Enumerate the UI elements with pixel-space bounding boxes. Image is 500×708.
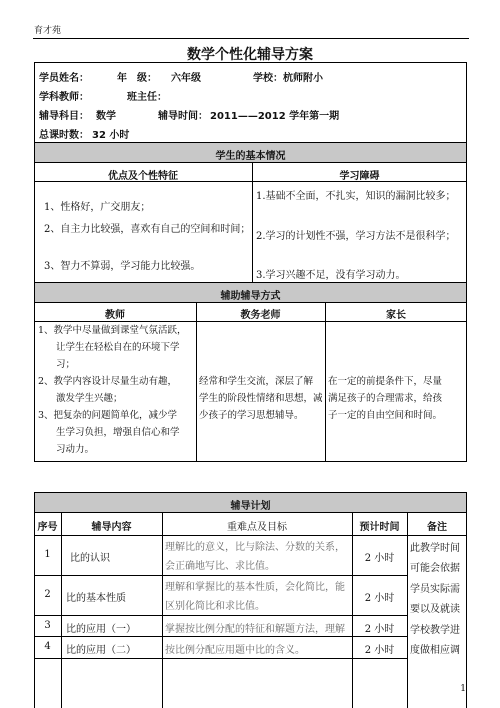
plan-row-time: 2 小时 — [364, 624, 395, 635]
tutoring-time-label: 辅导时间： — [158, 111, 208, 122]
head-teacher-label: 班主任： — [127, 92, 167, 103]
plan-remark-line: 学员实际需 — [410, 584, 460, 595]
divider — [352, 512, 353, 708]
plan-remark-line: 度做相应调 — [410, 645, 460, 656]
plan-header-no: 序号 — [37, 522, 58, 533]
office-method-line: 少孩子的学习思想辅导。 — [199, 410, 304, 421]
header-school: 育才苑 — [34, 26, 62, 36]
plan-header-time: 预计时间 — [359, 522, 400, 533]
strengths-header: 优点及个性特征 — [108, 171, 178, 182]
obstacle-item: 2.学习的计划性不强，学习方法不是很科学； — [256, 231, 456, 242]
divider — [252, 162, 253, 282]
divider — [61, 512, 62, 708]
teacher-label: 学科教师： — [39, 92, 89, 103]
plan-remark-line: 此教学时间 — [410, 543, 460, 554]
total-hours-label: 总课时数： — [39, 130, 89, 141]
plan-row-goal: 按比例分配应用题中比的含义。 — [165, 645, 305, 656]
parent-method-line: 子一定的自由空间和时间。 — [328, 410, 443, 421]
plan-row-content: 比的应用（二） — [66, 645, 136, 656]
teacher-method-line: 2、教学内容设计尽量生动有趣， — [38, 376, 178, 387]
plan-header-remark: 备注 — [427, 522, 447, 533]
plan-remark-line: 可能会依据 — [410, 563, 460, 574]
divider — [34, 512, 467, 513]
tutoring-time-value: 2011——2012 学年第一期 — [210, 111, 340, 122]
plan-remark-line: 学校教学进 — [410, 625, 460, 636]
plan-row-no: 3 — [44, 620, 51, 631]
divider — [34, 181, 467, 182]
plan-row-time: 2 小时 — [364, 645, 395, 656]
plan-heading: 辅导计划 — [230, 501, 271, 512]
plan-row-goal: 理解比的意义，比与除法、分数的关系， — [165, 542, 345, 553]
divider — [34, 535, 467, 536]
office-method-line: 学生的阶段性情绪和思想，减 — [199, 393, 323, 404]
obstacle-item: 3.学习兴趣不足，没有学习动力。 — [256, 270, 406, 281]
plan-row-content: 比的应用（一） — [66, 624, 136, 635]
plan-row-no: 1 — [44, 549, 51, 560]
subject-value: 数学 — [96, 111, 116, 122]
method-col-parent: 家长 — [386, 310, 406, 321]
subject-label: 辅导科目： — [39, 111, 89, 122]
obstacle-item: 1.基础不全面，不扎实，知识的漏洞比较多； — [256, 191, 456, 202]
plan-remark-line: 要以及就读 — [410, 604, 460, 615]
total-hours-value: 32 小时 — [92, 130, 130, 141]
header-divider — [33, 38, 469, 39]
plan-header-goal: 重难点及目标 — [227, 522, 287, 533]
plan-row-goal: 理解和掌握比的基本性质，会化简比，能 — [165, 582, 345, 593]
plan-row-content: 比的基本性质 — [66, 593, 126, 604]
plan-row-time: 2 小时 — [364, 593, 395, 604]
plan-row-goal: 会正确地写比、求比值。 — [165, 561, 275, 572]
plan-row-goal: 掌握按比例分配的特征和解题方法，理解 — [165, 624, 345, 635]
method-col-office: 教务老师 — [240, 310, 281, 321]
method-heading: 辅助辅导方式 — [220, 291, 281, 302]
parent-method-line: 在一定的前提条件下，尽量 — [328, 376, 443, 387]
plan-row-goal: 区别化简比和求比值。 — [165, 601, 265, 612]
strength-item: 3、智力不算弱，学习能力比较强。 — [44, 261, 201, 272]
office-method-line: 经常和学生交流，深层了解 — [199, 376, 314, 387]
divider — [325, 302, 326, 462]
divider — [162, 512, 163, 708]
student-name-label: 学员姓名： — [39, 73, 89, 84]
teacher-method-line: 让学生在轻松自在的环境下学 — [56, 342, 180, 353]
parent-method-line: 满足孩子的合理需求，给孩 — [328, 393, 443, 404]
teacher-method-line: 习动力。 — [56, 444, 95, 455]
divider — [34, 162, 467, 163]
method-col-teacher: 教师 — [105, 310, 125, 321]
divider — [34, 302, 467, 303]
obstacles-header: 学习障碍 — [339, 171, 380, 182]
teacher-method-line: 3、把复杂的问题简单化，减少学 — [38, 410, 178, 421]
plan-row-no: 4 — [44, 641, 51, 652]
grade-value: 六年级 — [171, 73, 201, 84]
divider — [196, 302, 197, 462]
teacher-method-line: 生学习负担，增强自信心和学 — [56, 427, 180, 438]
grade-label: 年 级： — [117, 73, 157, 84]
plan-row-content: 比的认识 — [70, 553, 110, 564]
divider — [407, 512, 408, 708]
plan-row-time: 2 小时 — [364, 553, 395, 564]
page-number: 1 — [460, 684, 466, 694]
basic-heading: 学生的基本情况 — [215, 151, 286, 162]
teacher-method-line: 激发学生兴趣； — [56, 393, 123, 404]
strength-item: 2、自主力比较强，喜欢有自己的空间和时间； — [44, 224, 251, 235]
strength-item: 1、性格好，广交朋友； — [44, 202, 151, 213]
page-title: 数学个性化辅导方案 — [187, 47, 313, 63]
school-label: 学校：杭师附小 — [253, 73, 323, 84]
plan-row-no: 2 — [44, 589, 51, 600]
plan-header-content: 辅导内容 — [91, 522, 132, 533]
teacher-method-line: 1、教学中尽量做到课堂气氛活跃， — [38, 325, 187, 336]
teacher-method-line: 习； — [56, 359, 76, 370]
